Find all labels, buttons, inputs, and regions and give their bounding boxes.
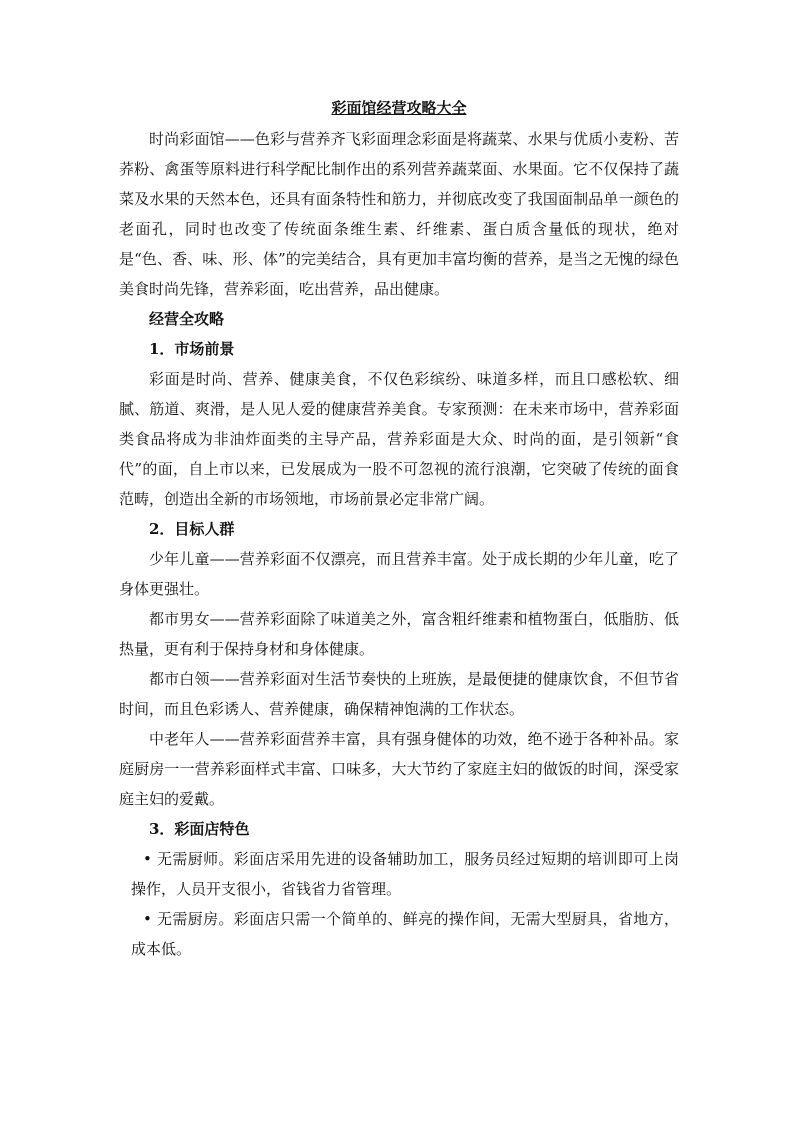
- document-body: [119, 96, 679, 964]
- market-paragraph: 彩面是时尚、营养、健康美食，不仅色彩缤纷、味道多样，而且口感松软、细腻、筋道、爽滑，是人见人爱的健康营养美食。专家预测：在未来市场中，营养彩面类食品将成为非油炸面类的主导产品，营养彩面是大众、时尚的面，是引领新“食代”的面，自上市以来，已发展成为一股不可忽视的流行浪潮，它突破了传统的面食范畴，创造出全新的市场领地，市场前景必定非常广阔。: [119, 370, 679, 508]
- market-heading: 1．市场前景: [149, 340, 235, 358]
- document-title: 彩面馆经营攻略大全: [331, 99, 467, 117]
- features-heading: 3．彩面店特色: [149, 820, 250, 838]
- feature-no-chef: • 无需厨师。彩面店采用先进的设备辅助加工，服务员经过短期的培训即可上岗操作，人员开支很小，省钱省力省管理。: [131, 850, 679, 898]
- target-heading: 2．目标人群: [149, 520, 235, 538]
- target-white-collar-paragraph: 都市白领——营养彩面对生活节奏快的上班族，是最便捷的健康饮食，不但节省时间，而且色彩诱人、营养健康，确保精神饱满的工作状态。: [119, 670, 679, 718]
- intro-paragraph: 时尚彩面馆——色彩与营养齐飞彩面理念彩面是将蔬菜、水果与优质小麦粉、苦荞粉、禽蛋等原料进行科学配比制作出的系列营养蔬菜面、水果面。它不仅保持了蔬菜及水果的天然本色，还具有面条特性和筋力，并彻底改变了我国面制品单一颜色的老面孔，同时也改变了传统面条维生素、纤维素、蛋白质含量低的现状，绝对是“色、香、味、形、体”的完美结合，具有更加丰富均衡的营养，是当之无愧的绿色美食时尚先锋，营养彩面，吃出营养，品出健康。: [119, 130, 679, 298]
- target-urban-paragraph: 都市男女——营养彩面除了味道美之外，富含粗纤维素和植物蛋白，低脂肪、低热量，更有利于保持身材和身体健康。: [119, 610, 679, 658]
- feature-no-kitchen: • 无需厨房。彩面店只需一个简单的、鲜亮的操作间，无需大型厨具，省地方，成本低。: [131, 910, 679, 958]
- target-children-paragraph: 少年儿童——营养彩面不仅漂亮，而且营养丰富。处于成长期的少年儿童，吃了身体更强壮。: [119, 550, 679, 598]
- target-elderly-paragraph: 中老年人——营养彩面营养丰富，具有强身健体的功效，绝不逊于各种补品。家庭厨房一一营养彩面样式丰富、口味多，大大节约了家庭主妇的做饭的时间，深受家庭主妇的爱戴。: [119, 730, 679, 808]
- section-heading: 经营全攻略: [149, 310, 225, 328]
